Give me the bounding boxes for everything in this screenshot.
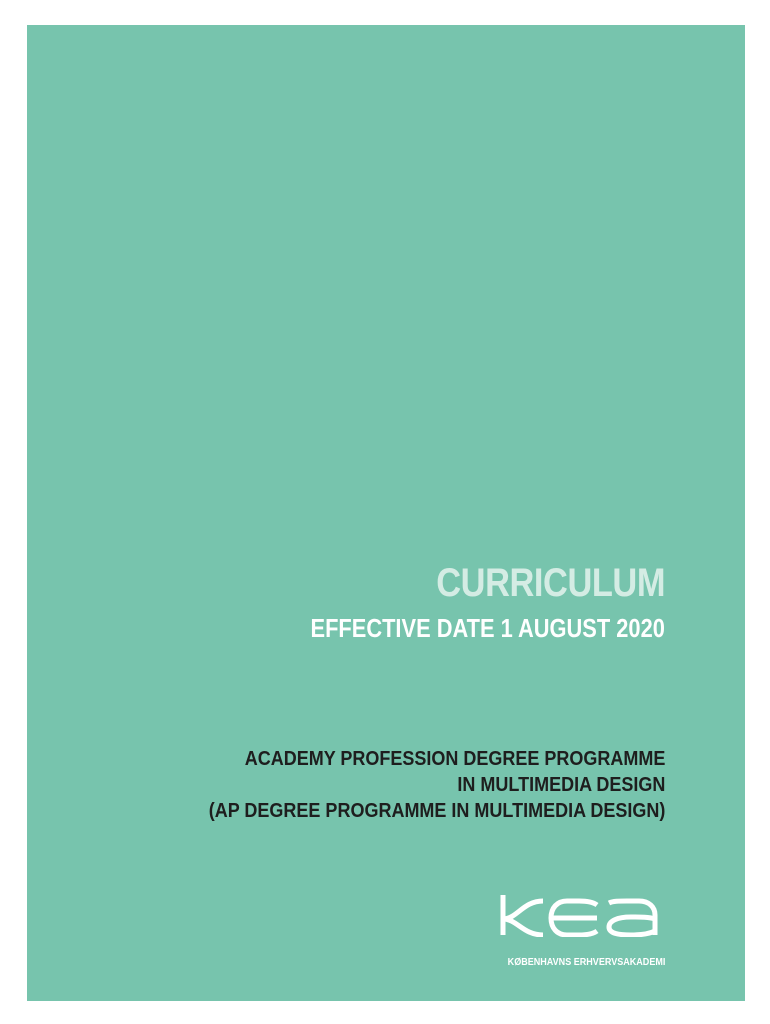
programme-line: IN MULTIMEDIA DESIGN: [457, 774, 665, 796]
effective-date: EFFECTIVE DATE 1 AUGUST 2020: [310, 613, 665, 643]
programme-line: (AP DEGREE PROGRAMME IN MULTIMEDIA DESIGN): [208, 800, 665, 822]
cover-page: [27, 25, 745, 1001]
document-title: CURRICULUM: [436, 561, 665, 605]
kea-logo-icon: [499, 893, 665, 937]
programme-line: ACADEMY PROFESSION DEGREE PROGRAMME: [244, 748, 665, 770]
programme-name: [208, 746, 665, 824]
kea-logo: [465, 893, 665, 983]
logo-tagline: KØBENHAVNS ERHVERVSAKADEMI: [507, 956, 665, 968]
